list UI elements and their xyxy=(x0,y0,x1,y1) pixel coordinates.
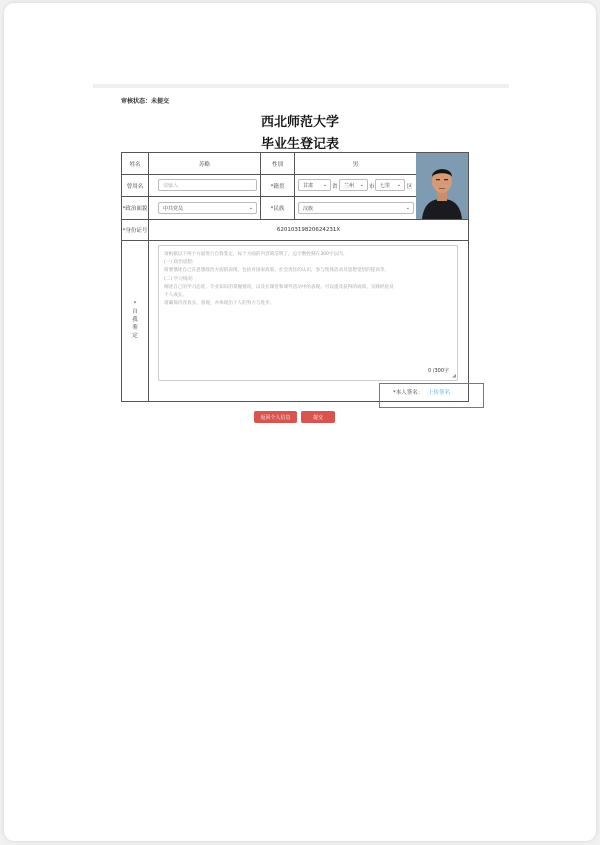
city-suffix: 市 xyxy=(369,184,375,190)
chevron-down-icon: ⌄ xyxy=(396,182,401,188)
self-eval-char: 我 xyxy=(132,317,138,323)
gender-label: 性别 xyxy=(271,161,283,168)
upload-signature-link[interactable]: 上传签名 xyxy=(428,390,451,396)
former-name-input[interactable]: 请输入 xyxy=(158,179,257,191)
province-suffix: 省 xyxy=(332,184,338,190)
name-label: 姓名 xyxy=(129,161,141,168)
ethnic-select[interactable] xyxy=(298,202,414,214)
self-evaluation-textarea[interactable] xyxy=(158,245,458,381)
placeholder-line: 请确保内容真实、客观，并体现出个人的努力与进步。 xyxy=(164,301,275,307)
submit-button[interactable]: 提交 xyxy=(301,411,335,423)
row-divider xyxy=(121,240,469,241)
chevron-down-icon: ⌄ xyxy=(322,182,327,188)
chevron-down-icon: ⌄ xyxy=(359,182,364,188)
self-eval-char: 自 xyxy=(132,309,138,315)
back-to-profile-button[interactable]: 返回个人信息 xyxy=(254,411,297,423)
political-value: 中共党员 xyxy=(163,205,184,212)
char-counter: 0 /300字 xyxy=(428,368,449,374)
city-select[interactable] xyxy=(339,179,368,191)
id-label: *身份证号 xyxy=(122,228,148,234)
placeholder-line: 简要描述自己在思想政治方面的表现，包括对国家政策、社会责任的认识，参与集体活动及思想觉悟的提高等。 xyxy=(164,268,390,274)
top-divider xyxy=(93,84,509,88)
self-eval-char: 鉴 xyxy=(132,325,138,331)
ethnic-value: 汉族 xyxy=(303,205,314,212)
ethnic-label: *民族 xyxy=(270,206,285,212)
district-suffix: 区 xyxy=(407,184,413,190)
portrait-image xyxy=(416,153,468,219)
city-value: 兰州 xyxy=(344,182,355,189)
political-select[interactable] xyxy=(158,202,257,214)
former-name-label: 曾用名 xyxy=(126,183,144,190)
province-select[interactable] xyxy=(298,179,331,191)
id-value: 62010319820624231X xyxy=(276,227,341,233)
resize-handle-icon[interactable]: ◢ xyxy=(452,373,456,379)
signature-label: *本人签名： xyxy=(393,390,424,396)
school-title: 西北师范大学 xyxy=(260,115,339,130)
native-place-label: *籍贯 xyxy=(270,183,285,190)
col-divider xyxy=(148,152,149,402)
placeholder-line: 请根据以下两个方面进行自我鉴定，每个方面的内容简洁明了，总字数控制在300字以内。 xyxy=(164,252,348,257)
self-eval-char: 定 xyxy=(132,333,138,339)
placeholder-line: (二) 学习情况: xyxy=(164,276,194,282)
student-photo xyxy=(416,153,468,219)
district-select[interactable] xyxy=(375,179,405,191)
placeholder-line: 个人成长。 xyxy=(164,293,187,299)
self-eval-required-mark: * xyxy=(133,301,137,307)
placeholder-line: 阐述自己的学习态度、专业知识的掌握情况，以及在课堂和课外活动中的表现。可以提及获得的成绩、实践经验及 xyxy=(164,284,394,290)
political-label: *政治面貌 xyxy=(122,206,148,212)
review-status: 审核状态：未提交 xyxy=(121,98,170,105)
form-title: 毕业生登记表 xyxy=(260,137,339,152)
highlight-box xyxy=(379,383,484,408)
gender-value: 男 xyxy=(352,161,359,168)
district-value: 七里 xyxy=(380,182,391,189)
self-evaluation-label xyxy=(122,240,148,400)
province-value: 甘肃 xyxy=(303,182,314,189)
chevron-down-icon: ⌄ xyxy=(248,205,253,211)
chevron-down-icon: ⌄ xyxy=(405,205,410,211)
placeholder-line: (一) 政治思想: xyxy=(164,260,194,266)
name-value: 苏略 xyxy=(198,161,210,168)
